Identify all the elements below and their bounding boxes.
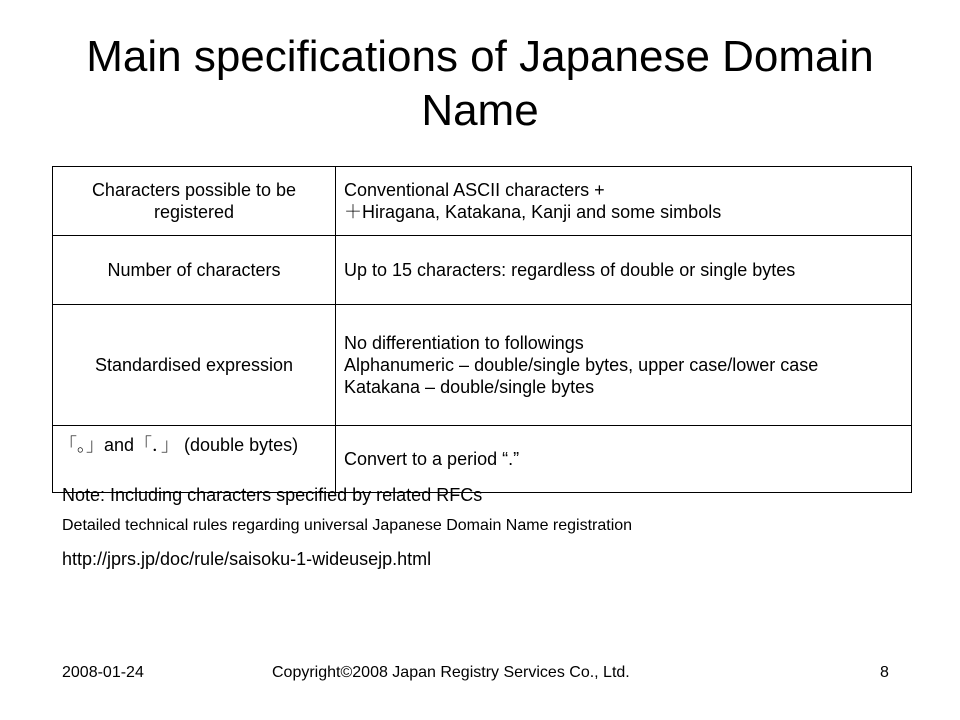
reference-url: http://jprs.jp/doc/rule/saisoku-1-wideusejp.html [62, 549, 432, 569]
row-value [336, 426, 912, 493]
detail-text: Detailed technical rules regarding universal Japanese Domain Name registration [62, 517, 633, 534]
footer-date: 2008-01-24 [62, 664, 144, 681]
value-line: Up to 15 characters: regardless of double or single bytes [344, 260, 796, 280]
row-value [336, 167, 912, 236]
table-row [53, 236, 912, 305]
row-label: Standardised expression [53, 305, 336, 426]
row-label: 「。」and「．」 (double bytes) [53, 426, 336, 493]
footer-copyright: Copyright©2008 Japan Registry Services Co., Ltd. [272, 664, 630, 681]
specifications-table [52, 166, 912, 493]
value-line: ＋Hiragana, Katakana, Kanji and some simbols [344, 202, 722, 222]
page-number: 8 [880, 664, 889, 681]
value-line: No differentiation to followings [344, 333, 584, 353]
value-line: Conventional ASCII characters + [344, 180, 605, 200]
row-label: Number of characters [53, 236, 336, 305]
row-label: Characters possible to be registered [53, 167, 336, 236]
row-value [336, 305, 912, 426]
table-row [53, 305, 912, 426]
value-line: Katakana – double/single bytes [344, 377, 595, 397]
value-line: Convert to a period “.” [344, 449, 520, 469]
value-line: Alphanumeric – double/single bytes, upper case/lower case [344, 355, 819, 375]
row-value [336, 236, 912, 305]
table-row [53, 426, 912, 493]
note-text: Note: Including characters specified by related RFCs [62, 485, 483, 505]
table-row [53, 167, 912, 236]
slide-title: Main specifications of Japanese Domain Name [86, 32, 874, 135]
